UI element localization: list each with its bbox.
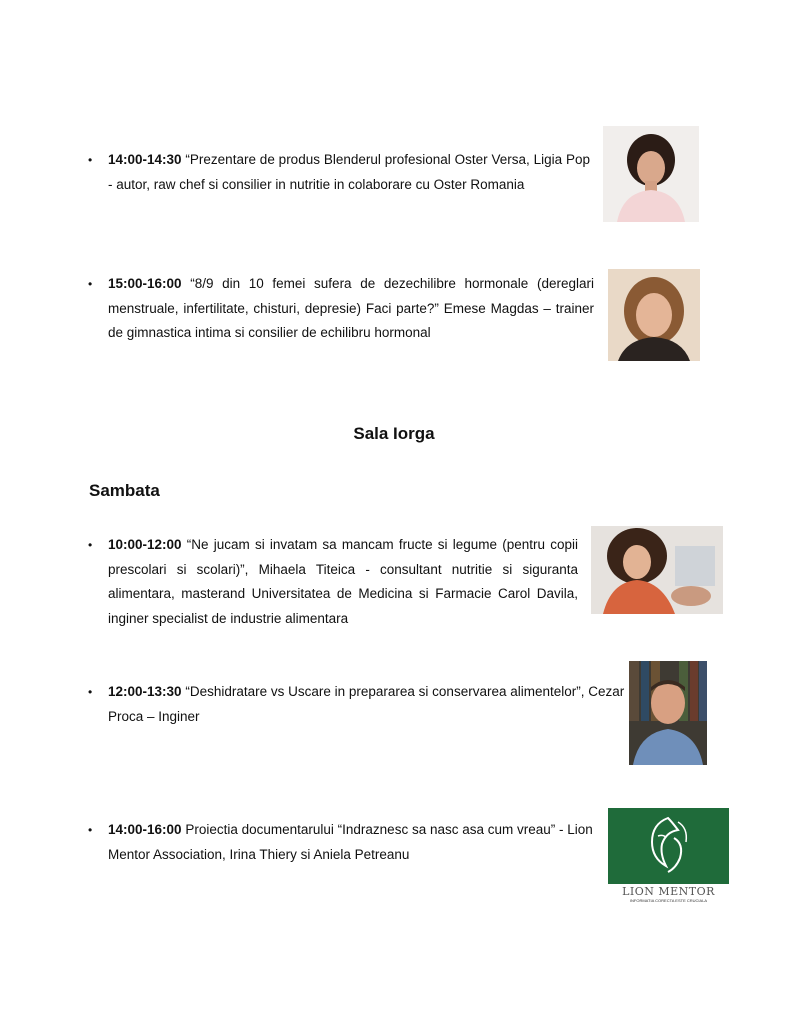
logo-tagline: INFORMATIA CORECTA ESTE CRUCIALA	[629, 898, 708, 903]
session-time: 12:00-13:30	[108, 684, 182, 699]
session-time: 14:00-16:00	[108, 822, 182, 837]
bullet: •	[88, 685, 93, 699]
bullet: •	[88, 823, 93, 837]
speaker-photo	[629, 661, 707, 765]
speaker-photo	[608, 269, 700, 361]
logo-name: LION MENTOR	[622, 885, 715, 898]
session-description: Proiectia documentarului “Indraznesc sa nasc asa cum vreau” - Lion Mentor Association, Irina Thiery si Aniela Petreanu	[108, 822, 593, 862]
session-description: “Prezentare de produs Blenderul profesional Oster Versa, Ligia Pop - autor, raw chef si consilier in nutritie in colaborare cu Oster Romania	[108, 152, 590, 192]
session-description: “Ne jucam si invatam sa mancam fructe si legume (pentru copii prescolari si scolari)”, Mihaela Titeica - consultant nutritie si siguranta alimentara, masterand Universitatea de Medicina si Farmacie Carol Davila, inginer specialist de industrie alimentara	[108, 537, 578, 626]
day-heading: Sambata	[89, 481, 160, 500]
bullet: •	[88, 277, 93, 291]
bullet: •	[88, 153, 93, 167]
bullet: •	[88, 538, 93, 552]
session-time: 15:00-16:00	[108, 276, 182, 291]
lion-mentor-logo	[608, 808, 729, 904]
session-description: “8/9 din 10 femei sufera de dezechilibre hormonale (dereglari menstruale, infertilitate, chisturi, depresie) Faci parte?” Emese Magdas – trainer de gimnastica intima si consilier de echilibru hormonal	[108, 276, 594, 340]
session-time: 10:00-12:00	[108, 537, 182, 552]
lion-icon	[608, 808, 729, 884]
session-time: 14:00-14:30	[108, 152, 182, 167]
session-description: “Deshidratare vs Uscare in prepararea si conservarea alimentelor”, Cezar Proca – Inginer	[108, 684, 625, 724]
speaker-photo	[603, 126, 699, 222]
room-heading: Sala Iorga	[353, 424, 435, 443]
speaker-photo	[591, 526, 723, 614]
